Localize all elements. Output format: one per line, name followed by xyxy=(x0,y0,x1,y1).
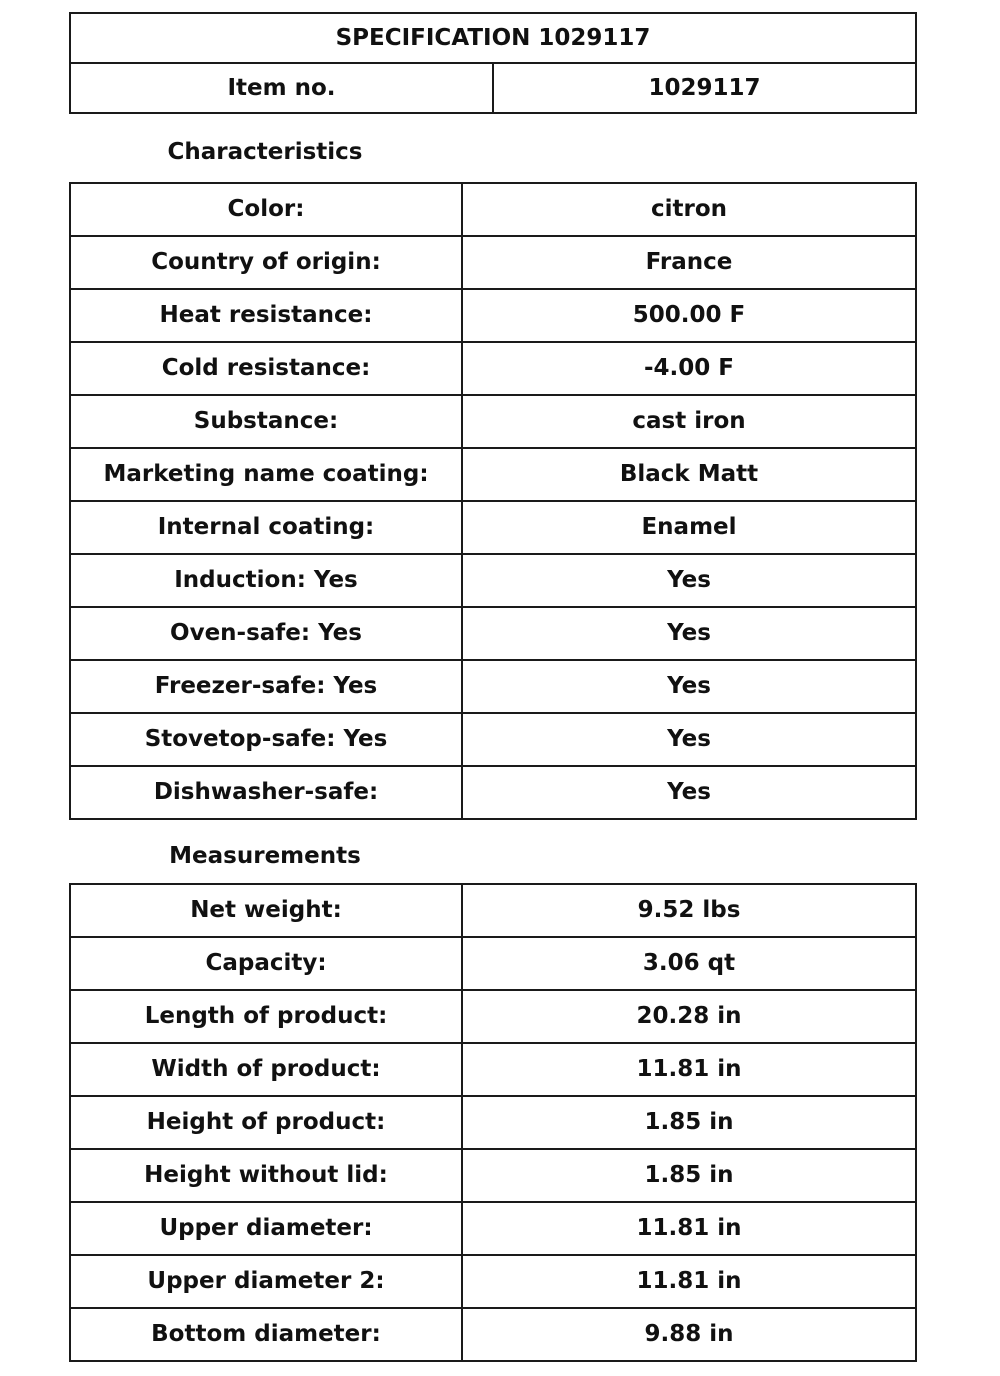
table-row xyxy=(70,884,916,937)
row-value: Yes xyxy=(462,713,916,766)
row-value: -4.00 F xyxy=(462,342,916,395)
table-row xyxy=(70,236,916,289)
table-row xyxy=(70,448,916,501)
measurements-heading: Measurements xyxy=(169,843,361,869)
table-row xyxy=(70,554,916,607)
row-label: Upper diameter 2: xyxy=(70,1255,462,1308)
row-value: Enamel xyxy=(462,501,916,554)
row-label: Cold resistance: xyxy=(70,342,462,395)
row-value: Yes xyxy=(462,766,916,819)
title-row xyxy=(70,13,916,63)
table-row xyxy=(70,1308,916,1361)
row-value: 20.28 in xyxy=(462,990,916,1043)
characteristics-table xyxy=(69,182,917,820)
row-value: 9.52 lbs xyxy=(462,884,916,937)
item-number-value: 1029117 xyxy=(493,63,916,113)
row-label: Net weight: xyxy=(70,884,462,937)
table-row xyxy=(70,990,916,1043)
table-row xyxy=(70,660,916,713)
row-label: Height of product: xyxy=(70,1096,462,1149)
row-value: cast iron xyxy=(462,395,916,448)
row-value: 1.85 in xyxy=(462,1149,916,1202)
row-label: Internal coating: xyxy=(70,501,462,554)
row-value: Yes xyxy=(462,554,916,607)
table-row xyxy=(70,1096,916,1149)
row-value: Yes xyxy=(462,607,916,660)
row-value: 500.00 F xyxy=(462,289,916,342)
table-row xyxy=(70,342,916,395)
table-row xyxy=(70,1043,916,1096)
row-value: 11.81 in xyxy=(462,1202,916,1255)
table-row xyxy=(70,713,916,766)
table-row xyxy=(70,1255,916,1308)
row-label: Dishwasher-safe: xyxy=(70,766,462,819)
specification-header-table xyxy=(69,12,917,114)
row-value: 9.88 in xyxy=(462,1308,916,1361)
item-number-label: Item no. xyxy=(70,63,493,113)
table-row xyxy=(70,1202,916,1255)
row-label: Freezer-safe: Yes xyxy=(70,660,462,713)
row-label: Heat resistance: xyxy=(70,289,462,342)
row-value: 11.81 in xyxy=(462,1255,916,1308)
row-label: Width of product: xyxy=(70,1043,462,1096)
row-label: Height without lid: xyxy=(70,1149,462,1202)
row-value: Yes xyxy=(462,660,916,713)
row-label: Capacity: xyxy=(70,937,462,990)
row-value: 1.85 in xyxy=(462,1096,916,1149)
row-label: Induction: Yes xyxy=(70,554,462,607)
row-value: Black Matt xyxy=(462,448,916,501)
item-number-row xyxy=(70,63,916,113)
row-label: Stovetop-safe: Yes xyxy=(70,713,462,766)
table-row xyxy=(70,766,916,819)
row-label: Substance: xyxy=(70,395,462,448)
row-label: Length of product: xyxy=(70,990,462,1043)
row-label: Country of origin: xyxy=(70,236,462,289)
row-label: Upper diameter: xyxy=(70,1202,462,1255)
row-value: France xyxy=(462,236,916,289)
characteristics-heading: Characteristics xyxy=(167,139,363,165)
row-value: citron xyxy=(462,183,916,236)
table-row xyxy=(70,289,916,342)
row-label: Marketing name coating: xyxy=(70,448,462,501)
table-row xyxy=(70,395,916,448)
measurements-table xyxy=(69,883,917,1362)
row-label: Color: xyxy=(70,183,462,236)
table-row xyxy=(70,937,916,990)
specification-title: SPECIFICATION 1029117 xyxy=(70,13,916,63)
row-value: 3.06 qt xyxy=(462,937,916,990)
row-label: Oven-safe: Yes xyxy=(70,607,462,660)
table-row xyxy=(70,1149,916,1202)
table-row xyxy=(70,501,916,554)
table-row xyxy=(70,607,916,660)
row-value: 11.81 in xyxy=(462,1043,916,1096)
table-row xyxy=(70,183,916,236)
row-label: Bottom diameter: xyxy=(70,1308,462,1361)
